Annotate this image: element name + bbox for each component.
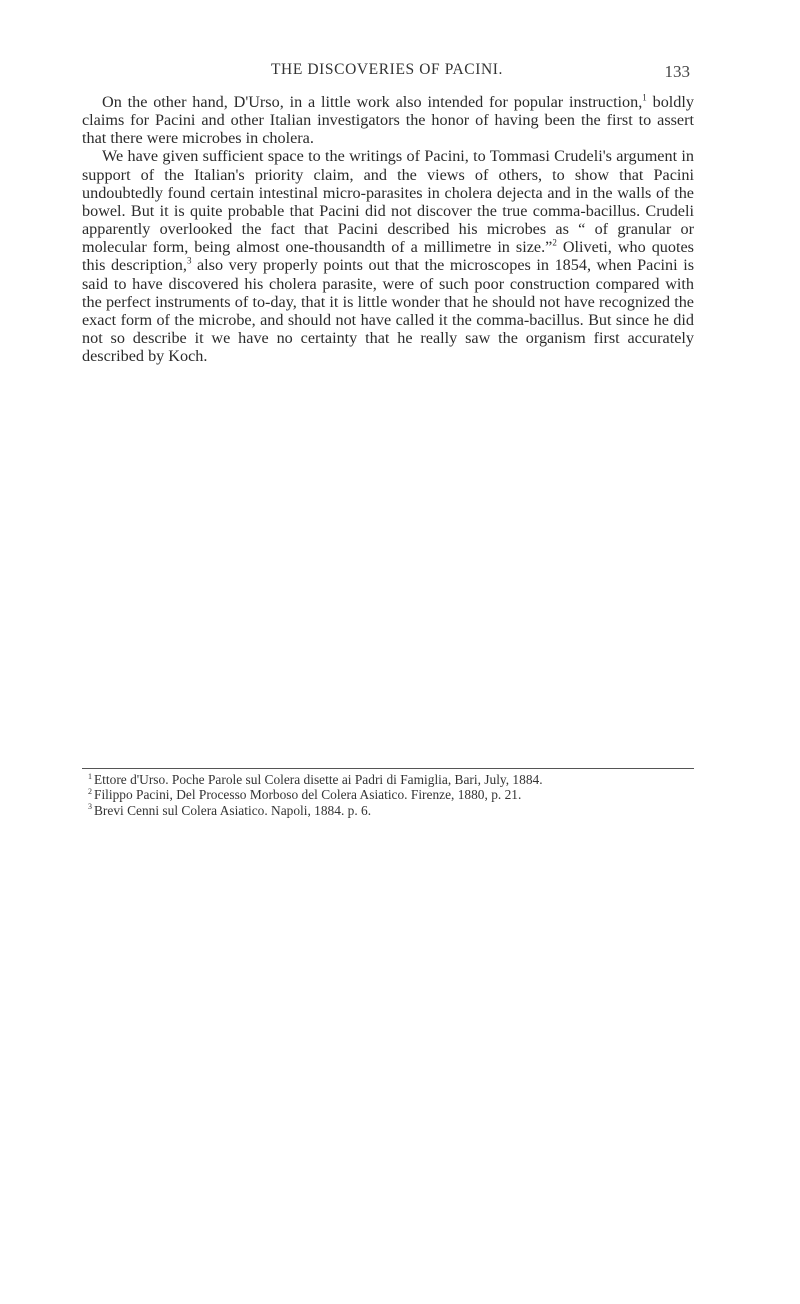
footnotes xyxy=(82,772,694,818)
paragraph-text: boldly claims for Pacini and other Italian investigators the honor of having been the first to assert that there were microbes in cholera. xyxy=(82,93,694,148)
footnote-reference: 1 xyxy=(642,92,647,103)
footnote-mark: 3 xyxy=(88,802,92,812)
footnote-mark: 1 xyxy=(88,771,92,781)
page-number: 133 xyxy=(664,62,690,81)
footnote-text: Brevi Cenni sul Colera Asiatico. Napoli, 1884. p. 6. xyxy=(94,802,372,818)
footnote-text: Ettore d'Urso. Poche Parole sul Colera disette ai Padri di Famiglia, Bari, July, 1884. xyxy=(94,772,543,787)
running-head xyxy=(82,58,692,86)
body-text xyxy=(82,93,694,365)
footnote-text: Filippo Pacini, Del Processo Morboso del Colera Asiatico. Firenze, 1880, p. 21. xyxy=(94,787,522,803)
paragraph xyxy=(82,93,694,147)
paragraph-text: also very properly points out that the microscopes in 1854, when Pacini is said to have discovered his cholera parasite, were of such poor construction compared with the perfect instruments of to-day, that it is little wonder that he should not have recognized the exact form of the microbe, and should not have called it the comma-bacillus. But since he did not so describe it we have no certainty that he really saw the organism first accurately described by Koch. xyxy=(82,256,694,366)
paragraph-text: We have given sufficient space to the writings of Pacini, to Tommasi Crudeli's argument in support of the Italian's priority claim, and the views of others, to show that Pacini undoubtedly found certain intestinal micro-parasites in cholera dejecta and in the walls of the bowel. But it is quite probable that Pacini did not discover the true comma-bacillus. Crudeli apparently overlooked the fact that Pacini described his microbes as “ of granular or molecular form, being almost one-thousandth of a millimetre in size.” xyxy=(82,147,694,257)
footnote-reference: 2 xyxy=(552,237,557,248)
running-title: THE DISCOVERIES OF PACINI. xyxy=(270,61,504,78)
footnote xyxy=(82,803,694,818)
footnote-mark: 2 xyxy=(88,786,92,796)
footnote xyxy=(82,787,694,802)
footnote xyxy=(82,772,694,787)
footnote-divider xyxy=(82,768,694,769)
paragraph xyxy=(82,147,694,365)
paragraph-text: On the other hand, D'Urso, in a little work also intended for popular instruction, xyxy=(102,93,643,111)
footnote-reference: 3 xyxy=(186,256,192,267)
paragraph-text: Oliveti, who quotes this description, xyxy=(82,238,694,275)
